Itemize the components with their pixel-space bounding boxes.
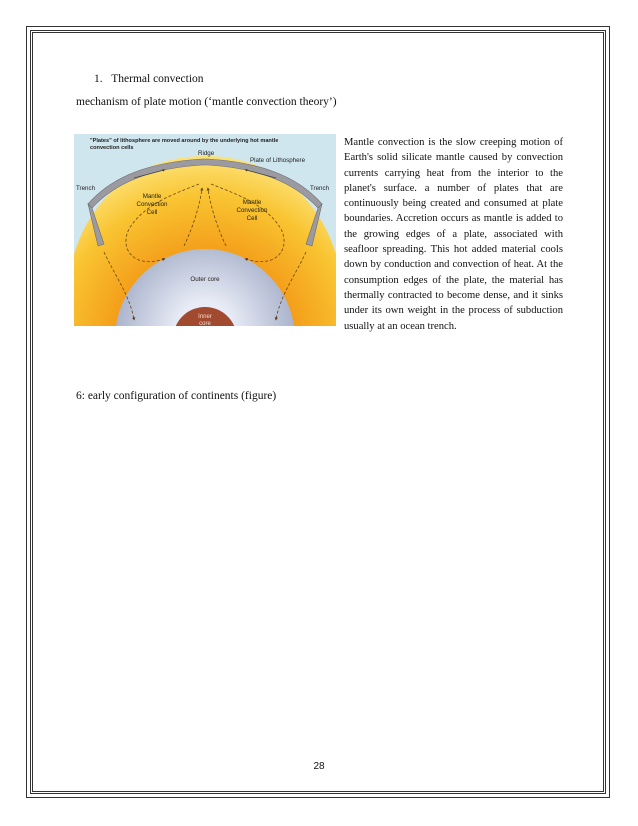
label-trench-right: Trench [310,185,330,192]
label-cell-right-3: Cell [246,215,258,222]
section-6-heading: 6: early configuration of continents (figure) [76,390,277,402]
label-plate: Plate of Lithosphere [250,157,306,164]
mantle-convection-figure [74,134,336,326]
page-number: 28 [313,761,325,772]
mantle-convection-paragraph: Mantle convection is the slow creeping motion of Earth's solid silicate mantle caused by convection currents carrying heat from the interior to the planet's surface. a number of plates that are continuously being created and consumed at plate boundaries. Accretion occurs as mantle is added to the growing edges of a plate, associated with seafloor spreading. This hot added material cools down by conduction and convection of heat. At the consumption edges of the plate, the material has thermally contracted to become dense, and it sinks under its own weight in the process of subduction usually at an ocean trench. [344,137,563,332]
figure-caption-line1: "Plates" of lithosphere are moved around by the underlying hot mantle [90,138,279,144]
mantle-convection-diagram [74,134,336,326]
label-inner-core-1: Inner [198,314,212,320]
label-inner-core-2: core [199,321,211,326]
section-title: Thermal convection [111,73,204,85]
label-cell-left-3: Cell [146,209,158,216]
label-cell-left-1: Mantle [142,193,162,200]
label-trench-left: Trench [76,185,96,192]
label-cell-left-2: Convection [136,201,168,208]
section-number: 1. [94,73,103,85]
label-cell-right-2: Convection [236,207,268,214]
label-outer-core: Outer core [190,276,220,283]
label-ridge: Ridge [198,150,215,157]
section-subtitle: mechanism of plate motion (‘mantle convection theory’) [76,96,337,108]
label-cell-right-1: Mantle [242,199,262,206]
section-heading [94,73,204,85]
figure-caption-line2: convection cells [90,145,134,151]
